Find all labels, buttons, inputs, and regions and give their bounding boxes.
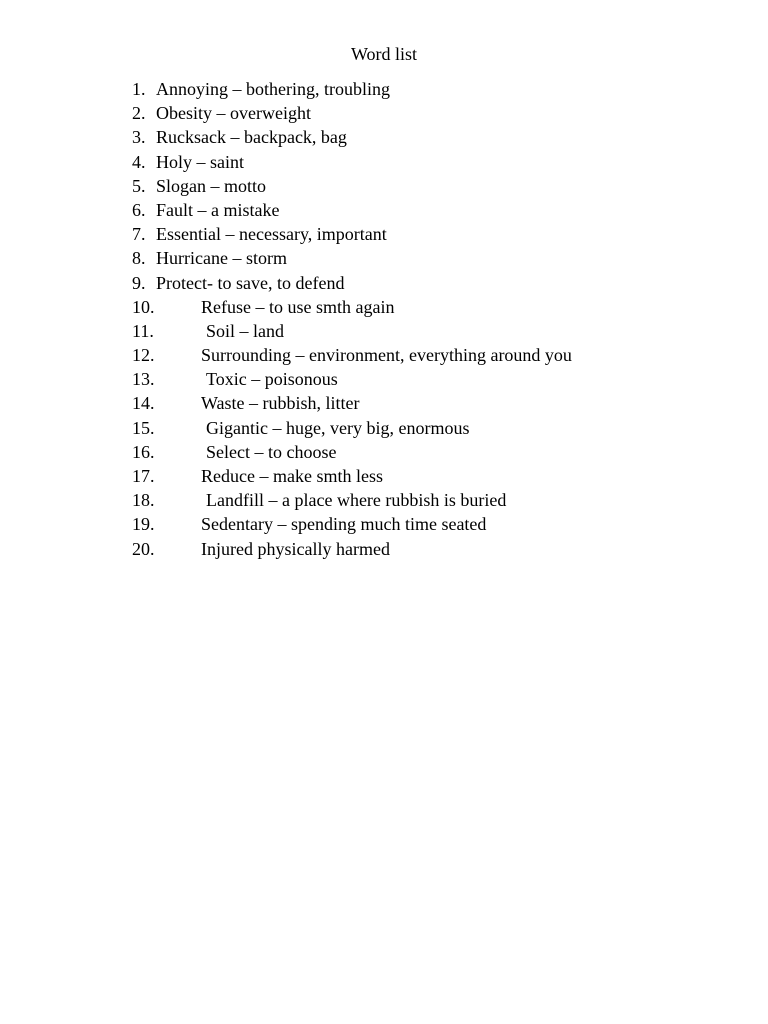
item-number: 2. bbox=[132, 103, 146, 124]
item-number: 8. bbox=[132, 248, 146, 269]
item-number: 20. bbox=[132, 538, 155, 559]
item-number: 17. bbox=[132, 466, 155, 486]
item-number: 16. bbox=[132, 441, 155, 462]
item-number: 3. bbox=[132, 127, 146, 148]
item-number: 9. bbox=[132, 272, 146, 293]
item-text: Holy – saint bbox=[156, 151, 244, 172]
item-text: Annoying – bothering, troubling bbox=[156, 79, 390, 99]
item-text: Gigantic – huge, very big, enormous bbox=[206, 417, 470, 438]
item-text: Surrounding – environment, everything around you bbox=[201, 345, 572, 366]
page-title: Word list bbox=[350, 44, 418, 64]
item-text: Fault – a mistake bbox=[156, 199, 280, 220]
item-text: Sedentary – spending much time seated bbox=[201, 514, 487, 535]
item-text: Landfill – a place where rubbish is buried bbox=[206, 490, 507, 511]
item-number: 11. bbox=[132, 320, 154, 341]
item-text: Waste – rubbish, litter bbox=[201, 393, 360, 414]
item-number: 12. bbox=[132, 345, 155, 366]
item-text: Toxic – poisonous bbox=[206, 369, 338, 390]
item-number: 7. bbox=[132, 224, 146, 245]
item-number: 13. bbox=[132, 369, 155, 390]
item-number: 15. bbox=[132, 417, 155, 438]
item-text: Soil – land bbox=[206, 320, 285, 341]
item-text: Injured physically harmed bbox=[201, 538, 390, 559]
item-number: 18. bbox=[132, 490, 155, 511]
item-text: Slogan – motto bbox=[156, 175, 267, 196]
item-number: 14. bbox=[132, 393, 155, 414]
item-text: Rucksack – backpack, bag bbox=[156, 127, 347, 148]
item-text: Obesity – overweight bbox=[156, 103, 311, 124]
item-number: 6. bbox=[132, 199, 146, 220]
item-text: Reduce – make smth less bbox=[201, 466, 383, 486]
item-text: Select – to choose bbox=[206, 441, 337, 462]
item-number: 4. bbox=[132, 151, 146, 172]
item-text: Protect- to save, to defend bbox=[156, 272, 345, 293]
item-text: Refuse – to use smth again bbox=[201, 296, 395, 317]
item-number: 10. bbox=[132, 296, 155, 317]
item-number: 19. bbox=[132, 514, 155, 535]
item-text: Essential – necessary, important bbox=[156, 224, 387, 245]
item-number: 1. bbox=[132, 79, 146, 99]
item-text: Hurricane – storm bbox=[156, 248, 287, 269]
item-number: 5. bbox=[132, 175, 146, 196]
